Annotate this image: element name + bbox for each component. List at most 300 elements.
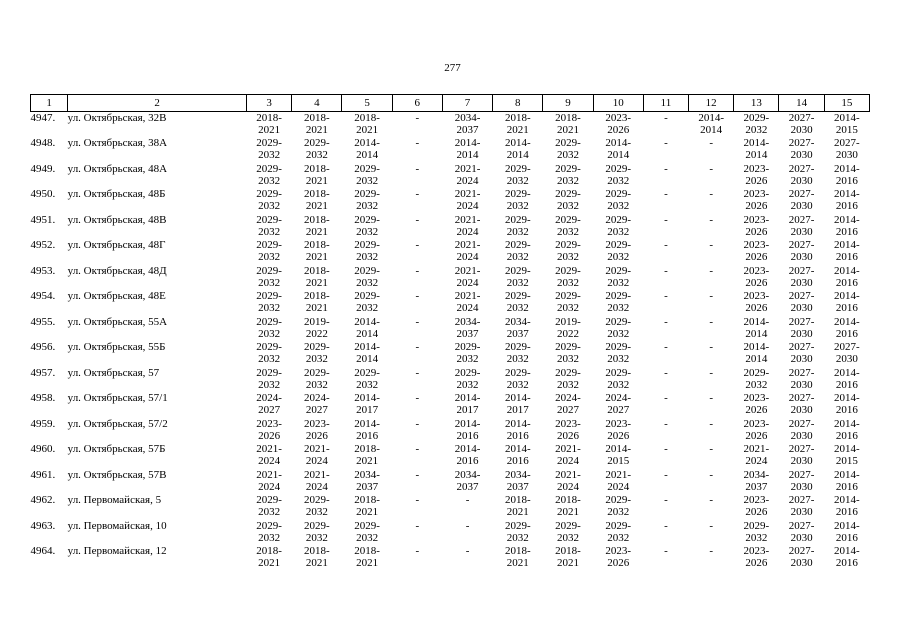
cell-start: -	[709, 239, 713, 251]
cell-col-8	[493, 265, 543, 291]
cell-end: 2030	[790, 327, 813, 340]
cell-end: 2021	[305, 251, 328, 263]
row-number: 4947.	[30, 112, 56, 124]
row-address: ул. Октябрьская, 57	[67, 366, 160, 379]
cell-start: 2029-	[555, 162, 581, 175]
cell-start: -	[465, 545, 470, 557]
cell-start: 2029-	[454, 366, 481, 379]
cell-col-15	[824, 316, 869, 342]
cell-end: 2022	[557, 327, 579, 340]
cell-start: 2021-	[256, 443, 282, 455]
cell-end: 2024	[557, 455, 579, 467]
column-header-15: 15	[824, 95, 869, 112]
cell-end: 2030	[790, 302, 813, 314]
cell-end: 2027	[305, 404, 328, 416]
cell-col-14	[779, 545, 824, 571]
cell-end: 2030	[790, 455, 813, 467]
cell-col-8	[493, 494, 543, 520]
cell-end: 2024	[456, 200, 479, 212]
cell-start: 2027-	[788, 112, 815, 124]
cell-start: -	[415, 264, 420, 277]
cell-end: 2030	[790, 531, 813, 544]
row-number: 4960.	[30, 443, 56, 455]
cell-end: 2014	[356, 327, 379, 340]
cell-col-4	[292, 494, 342, 520]
cell-start: 2019-	[555, 315, 581, 328]
cell-col-9	[543, 520, 593, 546]
cell-start: 2014-	[504, 443, 531, 455]
cell-col-7	[442, 469, 492, 495]
cell-end: 2026	[745, 251, 768, 263]
cell-col-3	[247, 265, 292, 291]
cell-end: 2016	[835, 378, 858, 391]
cell-start: 2024-	[605, 392, 632, 404]
cell-end: 2014	[607, 149, 630, 161]
cell-start: 2029-	[555, 519, 581, 532]
cell-end: 2015	[835, 124, 858, 136]
cell-col-6	[392, 137, 442, 163]
cell-end: 2032	[305, 378, 328, 391]
cell-start: 2014-	[834, 112, 860, 124]
row-address: ул. Первомайская, 5	[67, 494, 162, 506]
cell-start: 2027-	[788, 366, 815, 379]
cell-start: -	[415, 315, 420, 328]
cell-end: 2014	[456, 149, 479, 161]
cell-col-11	[643, 520, 688, 546]
cell-end: 2032	[356, 174, 379, 187]
cell-end: 2032	[356, 531, 379, 544]
cell-col-4	[292, 214, 342, 240]
cell-col-6	[392, 392, 442, 418]
cell-end: 2030	[790, 353, 813, 365]
table-row	[31, 469, 870, 495]
cell-start: 2029-	[555, 188, 581, 200]
cell-end: 2015	[835, 455, 858, 467]
cell-col-13	[734, 137, 779, 163]
cell-col-12	[689, 316, 734, 342]
cell-start: 2021-	[454, 290, 481, 302]
cell-col-5	[342, 367, 392, 393]
cell-end: 2026	[607, 124, 630, 136]
cell-start: 2014-	[605, 137, 632, 149]
cell-start: 2021-	[454, 162, 481, 175]
cell-end: 2032	[745, 124, 768, 136]
cell-end: 2017	[356, 404, 379, 416]
cell-end: 2030	[790, 378, 813, 391]
cell-end: 2030	[790, 124, 813, 136]
cell-col-6	[392, 545, 442, 571]
cell-start: 2018-	[304, 264, 330, 277]
cell-col-5	[342, 137, 392, 163]
cell-end: 2032	[506, 531, 529, 544]
cell-start: 2029-	[555, 213, 581, 226]
cell-start: 2029-	[256, 494, 282, 506]
cell-col-10	[593, 443, 643, 469]
cell-col-9	[543, 112, 593, 138]
cell-start: 2018-	[304, 545, 330, 557]
cell-col-13	[734, 265, 779, 291]
cell-start: -	[415, 162, 420, 175]
cell-end: 2032	[557, 276, 579, 289]
cell-col-10	[593, 341, 643, 367]
cell-start: 2029-	[256, 213, 282, 226]
cell-col-15	[824, 239, 869, 265]
cell-end: 2026	[258, 429, 281, 442]
cell-col-4	[292, 290, 342, 316]
cell-end: 2032	[506, 353, 529, 365]
cell-col-15	[824, 188, 869, 214]
cell-start: 2014-	[354, 137, 380, 149]
cell-end: 2016	[506, 455, 529, 467]
cell-start: 2014-	[698, 112, 724, 124]
cell-end: 2030	[835, 353, 858, 365]
cell-end: 2032	[506, 302, 529, 314]
cell-start: 2029-	[256, 188, 282, 200]
row-address: ул. Первомайская, 10	[67, 519, 167, 532]
cell-col-3	[247, 188, 292, 214]
cell-start: 2029-	[354, 239, 380, 251]
cell-start: 2014-	[743, 137, 770, 149]
cell-end: 2032	[258, 531, 281, 544]
cell-end: 2032	[506, 225, 529, 238]
cell-start: -	[709, 188, 713, 200]
cell-start: 2021-	[256, 468, 282, 481]
cell-end: 2024	[745, 455, 768, 467]
cell-col-13	[734, 418, 779, 444]
page-number: 277	[444, 62, 461, 74]
cell-end: 2032	[258, 506, 281, 518]
cell-end: 2021	[305, 302, 328, 314]
cell-col-8	[493, 341, 543, 367]
cell-col-13	[734, 188, 779, 214]
cell-start: -	[664, 112, 668, 124]
cell-col-14	[779, 239, 824, 265]
cell-end: 2032	[305, 149, 328, 161]
table-row	[31, 367, 870, 393]
cell-col-10	[593, 494, 643, 520]
cell-start: -	[415, 239, 420, 251]
cell-col-14	[779, 265, 824, 291]
cell-start: 2018-	[256, 112, 282, 124]
cell-start: 2027-	[834, 137, 860, 149]
cell-col-4	[292, 367, 342, 393]
cell-start: -	[465, 519, 470, 532]
cell-end: 2032	[456, 353, 479, 365]
column-header-1: 1	[31, 95, 68, 112]
cell-col-4	[292, 469, 342, 495]
cell-end: 2032	[258, 174, 281, 187]
cell-col-13	[734, 341, 779, 367]
cell-start: -	[664, 392, 668, 404]
cell-col-9	[543, 545, 593, 571]
cell-col-6	[392, 163, 442, 189]
cell-col-11	[643, 239, 688, 265]
cell-start: 2014-	[834, 188, 860, 200]
cell-start: 2021-	[743, 443, 770, 455]
cell-start: 2014-	[834, 290, 860, 302]
table-row	[31, 290, 870, 316]
cell-start: 2029-	[555, 366, 581, 379]
cell-col-12	[689, 520, 734, 546]
cell-start: 2029-	[256, 315, 282, 328]
cell-start: -	[664, 366, 668, 379]
cell-col-4	[292, 239, 342, 265]
cell-end: 2026	[305, 429, 328, 442]
cell-start: 2018-	[304, 239, 330, 251]
cell-start: 2023-	[256, 417, 282, 430]
cell-start: 2029-	[605, 162, 632, 175]
cell-col-9	[543, 443, 593, 469]
cell-start: 2024-	[555, 392, 581, 404]
cell-start: 2029-	[605, 341, 632, 353]
cell-start: 2029-	[304, 341, 330, 353]
cell-start: 2014-	[834, 468, 860, 481]
cell-end: 2021	[506, 557, 529, 569]
cell-end: 2030	[790, 506, 813, 518]
cell-col-10	[593, 265, 643, 291]
cell-col-7	[442, 545, 492, 571]
cell-end: 2032	[356, 225, 379, 238]
cell-col-3	[247, 469, 292, 495]
cell-start: 2023-	[555, 417, 581, 430]
cell-start: 2029-	[605, 366, 632, 379]
cell-col-11	[643, 469, 688, 495]
cell-col-12	[689, 188, 734, 214]
cell-end: 2032	[557, 225, 579, 238]
cell-col-13	[734, 520, 779, 546]
cell-start: 2021-	[454, 264, 481, 277]
cell-start: 2018-	[304, 188, 330, 200]
cell-end: 2022	[305, 327, 328, 340]
cell-start: -	[415, 545, 420, 557]
row-number: 4959.	[30, 417, 56, 430]
cell-end: 2021	[506, 124, 529, 136]
cell-col-7	[442, 418, 492, 444]
cell-end: 2032	[506, 200, 529, 212]
row-number: 4952.	[30, 239, 56, 251]
table-row	[31, 316, 870, 342]
cell-end: 2027	[258, 404, 281, 416]
cell-start: 2019-	[304, 315, 330, 328]
cell-start: 2034-	[354, 468, 380, 481]
cell-start: -	[415, 392, 420, 404]
cell-end: 2024	[258, 480, 281, 493]
cell-end: 2026	[745, 429, 768, 442]
cell-end: 2032	[305, 506, 328, 518]
cell-col-5	[342, 443, 392, 469]
cell-start: -	[709, 366, 713, 379]
cell-start: 2027-	[788, 443, 815, 455]
cell-start: 2023-	[605, 417, 632, 430]
cell-end: 2016	[835, 506, 858, 518]
cell-end: 2037	[745, 480, 768, 493]
cell-col-9	[543, 469, 593, 495]
cell-end: 2026	[745, 557, 768, 569]
cell-start: 2027-	[834, 341, 860, 353]
table-body	[31, 112, 870, 571]
cell-end: 2032	[607, 302, 630, 314]
cell-col-12	[689, 163, 734, 189]
cell-col-7	[442, 367, 492, 393]
cell-start: -	[709, 545, 713, 557]
row-number: 4953.	[30, 264, 56, 277]
cell-col-9	[543, 214, 593, 240]
cell-start: 2029-	[354, 290, 380, 302]
cell-start: 2027-	[788, 545, 815, 557]
cell-end: 2030	[835, 149, 858, 161]
cell-col-15	[824, 290, 869, 316]
cell-col-3	[247, 239, 292, 265]
cell-col-8	[493, 163, 543, 189]
cell-start: -	[709, 417, 713, 430]
cell-end: 2026	[745, 200, 768, 212]
cell-end: 2032	[456, 378, 479, 391]
cell-col-8	[493, 239, 543, 265]
cell-col-14	[779, 520, 824, 546]
cell-end: 2021	[557, 506, 579, 518]
cell-end: 2030	[790, 174, 813, 187]
cell-end: 2026	[607, 557, 630, 569]
cell-col-7	[442, 316, 492, 342]
cell-col-11	[643, 392, 688, 418]
cell-start: 2023-	[743, 162, 770, 175]
cell-start: -	[664, 315, 668, 328]
schedule-table	[30, 94, 870, 571]
cell-col-9	[543, 188, 593, 214]
cell-end: 2032	[557, 353, 579, 365]
cell-end: 2030	[790, 251, 813, 263]
row-number: 4950.	[30, 188, 56, 200]
cell-col-12	[689, 545, 734, 571]
cell-col-5	[342, 341, 392, 367]
table-row	[31, 163, 870, 189]
cell-col-13	[734, 290, 779, 316]
cell-end: 2016	[835, 531, 858, 544]
table-row	[31, 392, 870, 418]
cell-start: 2014-	[834, 213, 860, 226]
cell-start: 2023-	[743, 417, 770, 430]
cell-start: 2018-	[354, 443, 380, 455]
cell-end: 2021	[356, 455, 379, 467]
cell-col-5	[342, 188, 392, 214]
cell-end: 2032	[557, 251, 579, 263]
cell-start: 2029-	[454, 341, 481, 353]
cell-col-5	[342, 418, 392, 444]
cell-start: 2029-	[354, 366, 380, 379]
cell-col-9	[543, 494, 593, 520]
cell-col-8	[493, 112, 543, 138]
cell-col-10	[593, 163, 643, 189]
row-number: 4956.	[30, 341, 56, 353]
cell-start: -	[664, 341, 668, 353]
cell-end: 2037	[456, 124, 479, 136]
cell-start: 2027-	[788, 213, 815, 226]
cell-col-9	[543, 367, 593, 393]
cell-end: 2032	[557, 378, 579, 391]
cell-col-7	[442, 494, 492, 520]
cell-end: 2014	[356, 149, 379, 161]
cell-end: 2032	[356, 200, 379, 212]
column-header-12: 12	[689, 95, 734, 112]
cell-end: 2032	[557, 531, 579, 544]
cell-col-14	[779, 418, 824, 444]
cell-start: -	[415, 519, 420, 532]
cell-end: 2016	[835, 276, 858, 289]
cell-end: 2021	[557, 124, 579, 136]
cell-end: 2016	[356, 429, 379, 442]
cell-start: 2029-	[304, 494, 330, 506]
cell-col-3	[247, 443, 292, 469]
cell-start: 2034-	[504, 468, 531, 481]
cell-start: 2029-	[605, 519, 632, 532]
cell-start: 2029-	[605, 315, 632, 328]
cell-col-15	[824, 520, 869, 546]
cell-col-12	[689, 418, 734, 444]
cell-col-3	[247, 214, 292, 240]
row-address: ул. Октябрьская, 32В	[67, 112, 167, 124]
cell-col-15	[824, 367, 869, 393]
column-header-4: 4	[292, 95, 342, 112]
cell-start: 2027-	[788, 290, 815, 302]
table-row	[31, 443, 870, 469]
cell-col-15	[824, 494, 869, 520]
cell-col-7	[442, 265, 492, 291]
cell-end: 2032	[607, 225, 630, 238]
cell-start: 2024-	[304, 392, 330, 404]
cell-col-15	[824, 163, 869, 189]
cell-col-9	[543, 265, 593, 291]
cell-start: 2027-	[788, 264, 815, 277]
cell-start: 2027-	[788, 315, 815, 328]
cell-end: 2014	[506, 149, 529, 161]
table-row	[31, 137, 870, 163]
cell-start: 2029-	[743, 112, 770, 124]
cell-start: 2029-	[605, 494, 632, 506]
cell-col-5	[342, 316, 392, 342]
cell-start: 2027-	[788, 468, 815, 481]
cell-start: 2029-	[256, 239, 282, 251]
cell-col-8	[493, 545, 543, 571]
cell-end: 2017	[456, 404, 479, 416]
cell-col-6	[392, 214, 442, 240]
cell-end: 2016	[835, 557, 858, 569]
cell-col-3	[247, 367, 292, 393]
cell-col-8	[493, 367, 543, 393]
cell-col-13	[734, 367, 779, 393]
cell-col-10	[593, 469, 643, 495]
cell-end: 2032	[607, 353, 630, 365]
cell-start: 2014-	[504, 137, 531, 149]
cell-col-5	[342, 265, 392, 291]
cell-start: -	[415, 188, 420, 200]
cell-start: -	[415, 213, 420, 226]
cell-col-13	[734, 494, 779, 520]
cell-col-12	[689, 290, 734, 316]
cell-end: 2030	[790, 480, 813, 493]
cell-start: -	[709, 468, 713, 481]
cell-col-13	[734, 469, 779, 495]
cell-end: 2032	[305, 531, 328, 544]
cell-end: 2024	[456, 174, 479, 187]
cell-col-10	[593, 188, 643, 214]
cell-start: 2014-	[834, 417, 860, 430]
cell-end: 2037	[456, 480, 479, 493]
cell-start: 2018-	[504, 545, 531, 557]
cell-col-12	[689, 341, 734, 367]
cell-start: -	[709, 137, 713, 149]
cell-start: -	[415, 112, 420, 124]
cell-col-5	[342, 239, 392, 265]
